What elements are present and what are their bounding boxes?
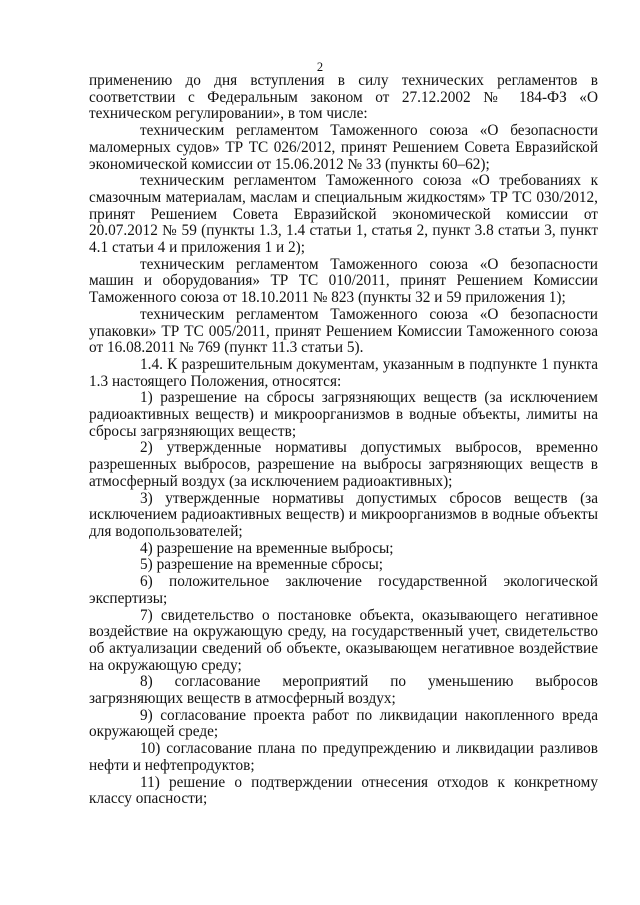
paragraph-section-1-4: 1.4. К разрешительным документам, указанным в подпункте 1 пункта 1.3 настоящего Положения, относятся: bbox=[89, 355, 598, 390]
list-item-1: 1) разрешение на сбросы загрязняющих веществ (за исключением радиоактивных веществ) и микроорганизмов в водные объекты, лимиты на сбросы загрязняющих веществ; bbox=[89, 389, 598, 440]
paragraph-tr-ts-010: техническим регламентом Таможенного союза «О безопасности машин и оборудования» ТР ТС 010/2011, принят Решением Комиссии Таможенного союза от 18.10.2011 № 823 (пункты 32 и 59 приложения 1); bbox=[89, 255, 598, 307]
list-item-10: 10) согласование плана по предупреждению и ликвидации разливов нефти и нефтепродуктов; bbox=[89, 740, 598, 774]
page-number: 2 bbox=[316, 60, 324, 74]
list-item-2: 2) утвержденные нормативы допустимых выбросов, временно разрешенных выбросов, разрешение на выбросы загрязняющих веществ в атмосферный воздух (за исключением радиоактивных); bbox=[89, 439, 598, 490]
list-item-7: 7) свидетельство о постановке объекта, оказывающего негативное воздействие на окружающую среду, на государственный учет, свидетельство об актуализации сведений об объекте, оказывающем негативное воздействие на окружающую среду; bbox=[89, 606, 598, 674]
list-item-11: 11) решение о подтверждении отнесения отходов к конкретному классу опасности; bbox=[89, 773, 598, 808]
paragraph-tr-ts-030: техническим регламентом Таможенного союза «О требованиях к смазочным материалам, маслам и специальным жидкостям» ТР ТС 030/2012, принят Решением Совета Евразийской экономической комиссии от 20.07.2012 № 59 (пункты 1.3, 1.4 статьи 1, статья 2, пункт 3.8 статьи 3, пункт 4.1 статьи 4 и приложения 1 и 2); bbox=[89, 172, 598, 257]
paragraph-continuation: применению до дня вступления в силу технических регламентов в соответствии с Федеральным законом от 27.12.2002 № 184-ФЗ «О техническом регулировании», в том числе: bbox=[89, 72, 598, 123]
list-item-4: 4) разрешение на временные выбросы; bbox=[140, 539, 394, 557]
list-item-5: 5) разрешение на временные сбросы; bbox=[140, 556, 383, 574]
list-item-9: 9) согласование проекта работ по ликвидации накопленного вреда окружающей среде; bbox=[89, 706, 598, 741]
document-body bbox=[89, 73, 598, 808]
paragraph-tr-ts-026: техническим регламентом Таможенного союза «О безопасности маломерных судов» ТР ТС 026/2012, принят Решением Совета Евразийской экономической комиссии от 15.06.2012 № 33 (пункты 60–62); bbox=[89, 122, 598, 173]
paragraph-tr-ts-005: техническим регламентом Таможенного союза «О безопасности упаковки» ТР ТС 005/2011, принят Решением Комиссии Таможенного союза от 16.08.2011 № 769 (пункт 11.3 статьи 5). bbox=[89, 305, 598, 357]
list-item-6: 6) положительное заключение государственной экологической экспертизы; bbox=[89, 573, 598, 607]
list-item-3: 3) утвержденные нормативы допустимых сбросов веществ (за исключением радиоактивных веществ) и микроорганизмов в водные объекты для водопользователей; bbox=[89, 489, 598, 540]
list-item-8: 8) согласование мероприятий по уменьшению выбросов загрязняющих веществ в атмосферный воздух; bbox=[89, 673, 598, 708]
